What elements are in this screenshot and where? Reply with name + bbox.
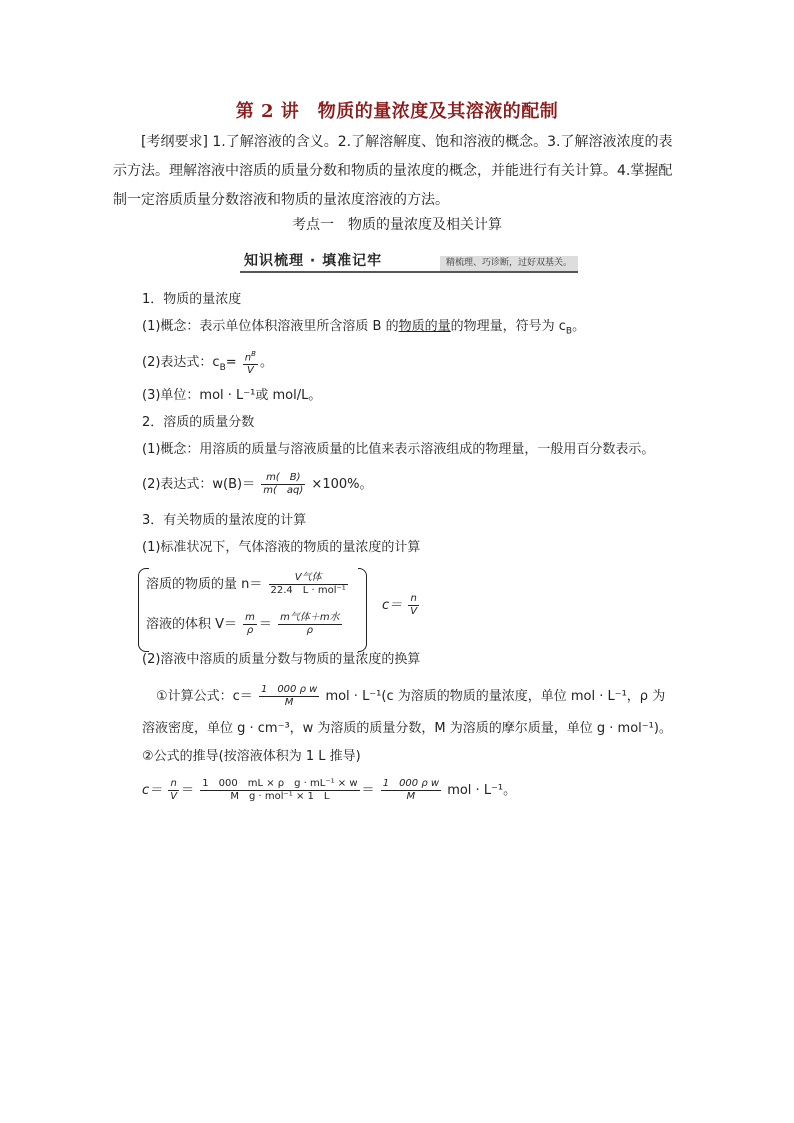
s3-row2-f1-num: m xyxy=(245,612,255,623)
s1-frac-num-sup: B xyxy=(251,350,256,358)
s3-f2-c: c＝ xyxy=(142,783,163,798)
s3-c-num: n xyxy=(408,593,419,606)
s3-f2-fraction-main xyxy=(200,778,359,803)
s3-sub2: (2)溶液中溶质的质量分数与物质的量浓度的换算 xyxy=(142,652,421,667)
s3-f2-label: ②公式的推导(按溶液体积为 1 L 推导) xyxy=(142,749,361,764)
s2-expr-fraction xyxy=(261,472,305,497)
exam-requirements xyxy=(113,128,683,215)
s1-expression xyxy=(142,348,273,377)
s3-f1-fraction xyxy=(259,684,319,709)
s2-concept: (1)概念：用溶质的质量与溶液质量的比值来表示溶液组成的物理量，一般用百分数表示。 xyxy=(142,442,655,457)
s3-f1-num: 1 000 ρ w xyxy=(260,684,318,695)
s1-unit: (3)单位：mol · L⁻¹或 mol/L。 xyxy=(142,388,322,403)
s3-row2-f2-den: ρ xyxy=(306,625,313,636)
s3-sub1: (1)标准状况下，气体溶液的物质的量浓度的计算 xyxy=(142,540,421,555)
s3-row2-eq: ＝ xyxy=(258,617,272,632)
s2-expr-end: ×100%。 xyxy=(311,477,373,492)
s1-concept-underline: 物质的量 xyxy=(398,319,451,334)
s2-expression xyxy=(142,472,372,497)
exam-req-text: 1.了解溶液的含义。2.了解溶解度、饱和溶液的概念。3.了解溶液浓度的表示方法。理解溶液中溶质的质量分数和物质的量浓度的概念，并能进行有关计算。4.掌握配制一定溶质质量分数溶液和物质的量浓度溶液的方法。 xyxy=(113,134,673,208)
s3-row1-fraction xyxy=(269,572,348,597)
s3-f1-text: mol · L⁻¹(c 为溶质的物质的量浓度，单位 mol · L⁻¹，ρ 为 xyxy=(325,689,666,704)
s1-expr-label: (2)表达式：c xyxy=(142,355,220,371)
s1-expr-sub: B xyxy=(219,362,226,373)
s1-concept-pre: (1)概念：表示单位体积溶液里所含溶质 B 的 xyxy=(142,319,399,334)
s3-title: 3．有关物质的量浓度的计算 xyxy=(142,513,307,528)
s3-c-den: V xyxy=(410,606,418,617)
s3-c-formula xyxy=(382,593,421,618)
s3-row1-label: 溶质的物质的量 n＝ xyxy=(146,577,263,592)
exam-req-label: [考纲要求] xyxy=(141,134,208,150)
s3-f2-num2: 1 000 ρ w xyxy=(382,778,440,789)
page-title: 第 2 讲 物质的量浓度及其溶液的配制 xyxy=(235,101,559,122)
s3-f2-end: mol · L⁻¹。 xyxy=(447,783,517,798)
s3-f2-n: n xyxy=(168,778,179,791)
s1-concept: (1)概念：表示单位体积溶液里所含溶质 B 的物质的量的物理量，符号为 $c_B$。 xyxy=(142,319,586,337)
s3-row1 xyxy=(146,572,350,597)
s2-frac-num: m( B) xyxy=(261,472,305,485)
s3-row1-den: 22.4 L · mol⁻¹ xyxy=(270,585,346,596)
s2-frac-den: m( aq) xyxy=(263,485,304,496)
s3-row2-f2-num: m气体＋m水 xyxy=(280,612,340,623)
s1-expr-eq: = xyxy=(225,355,237,371)
s1-frac-num: n xyxy=(244,352,252,364)
s1-title: 1．物质的量浓度 xyxy=(142,292,242,307)
knowledge-banner xyxy=(240,250,578,272)
s1-concept-sub: B xyxy=(565,326,573,337)
s3-formula2 xyxy=(142,778,516,803)
s1-expr-fraction xyxy=(243,348,258,377)
s3-formula1 xyxy=(156,684,665,709)
s3-c-fraction xyxy=(408,593,419,618)
s3-f2-fraction-nv xyxy=(168,778,179,803)
s3-f2-den: M g · mol⁻¹ × 1 L xyxy=(230,791,330,802)
s3-f1-label: ①计算公式：c＝ xyxy=(156,689,253,704)
s1-expr-end: 。 xyxy=(259,355,273,371)
s3-row2-label: 溶液的体积 V＝ xyxy=(146,617,238,632)
s1-concept-post: 的物理量，符号为 c xyxy=(450,319,566,334)
s1-frac-den: V xyxy=(246,365,254,377)
banner-heading: 知识梳理 · 填准记牢 xyxy=(244,253,383,269)
s3-f2-v: V xyxy=(170,791,178,802)
s3-f2-fraction-result xyxy=(381,778,441,803)
banner-rule xyxy=(240,271,578,273)
s3-row1-num: V气体 xyxy=(269,572,348,585)
s3-f1-den: M xyxy=(284,697,294,708)
section-title: 考点一 物质的量浓度及相关计算 xyxy=(292,217,502,233)
banner-tagline: 精梳理、巧诊断，过好双基关。 xyxy=(440,256,578,271)
s3-row2-fraction2 xyxy=(278,612,341,637)
s3-c-label: c＝ xyxy=(382,598,403,613)
s3-row2 xyxy=(146,612,344,637)
s3-f2-den2: M xyxy=(406,791,416,802)
s3-row2-f1-den: ρ xyxy=(246,625,254,636)
s3-f2-eq1: ＝ xyxy=(181,783,195,798)
s3-f2-eq2: ＝ xyxy=(361,783,375,798)
s2-expr-label: (2)表达式：w(B)＝ xyxy=(142,477,256,492)
s3-row2-fraction1 xyxy=(243,612,257,637)
right-brace xyxy=(358,568,367,652)
s3-f1-text2: 溶液密度，单位 g · cm⁻³，w 为溶质的质量分数，M 为溶质的摩尔质量，单位 g · mol⁻¹)。 xyxy=(142,721,672,736)
s3-f2-num: 1 000 mL × ρ g · mL⁻¹ × w xyxy=(202,778,358,789)
s2-title: 2．溶质的质量分数 xyxy=(142,415,255,430)
